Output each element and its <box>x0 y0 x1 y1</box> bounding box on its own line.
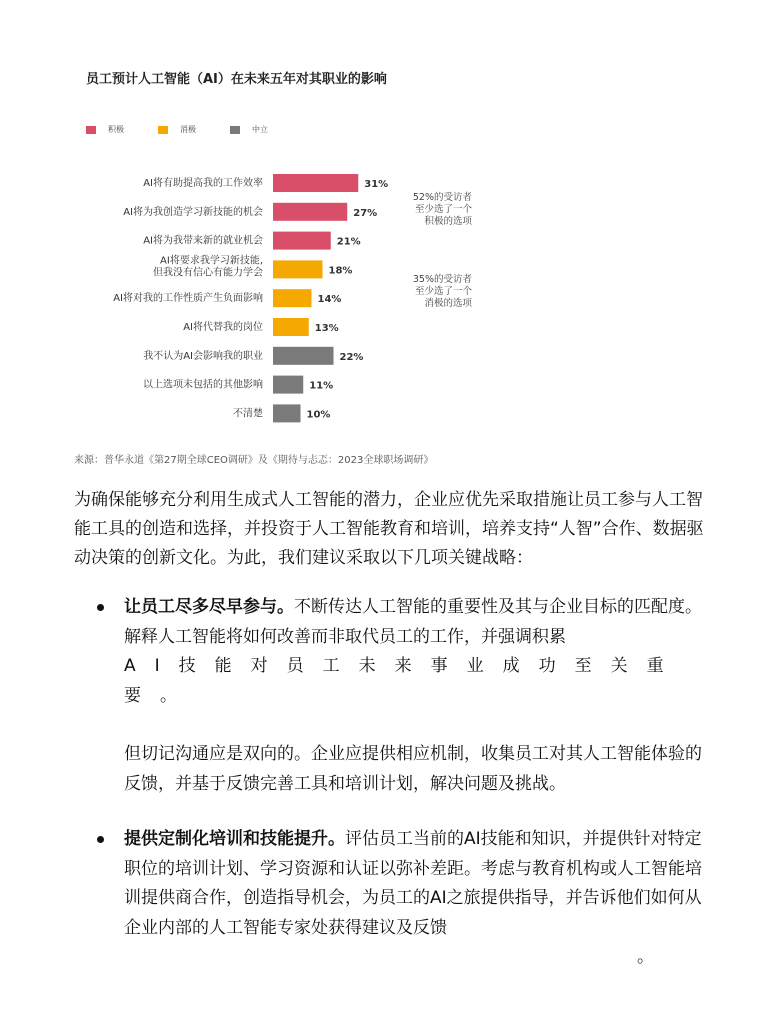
strategy-text-end: 。 <box>637 947 654 967</box>
chart-title: 员工预计人工智能（AI）在未来五年对其职业的影响 <box>86 72 387 87</box>
legend-negative <box>158 124 196 135</box>
bar-value-label-6: 22% <box>339 351 364 363</box>
category-label-4: AI将对我的工作性质产生负面影响 <box>113 293 263 305</box>
bullet-dot <box>97 604 104 611</box>
category-label-0: AI将有助提高我的工作效率 <box>143 178 263 189</box>
category-label-5: AI将代替我的岗位 <box>183 322 263 333</box>
strategy-title: 让员工尽多尽早参与。 <box>124 597 294 617</box>
category-label-7: 以上选项未包括的其他影响 <box>143 379 263 391</box>
category-label-8: 不清楚 <box>233 408 263 420</box>
legend-swatch-negative <box>158 126 168 134</box>
annotation-1-line-2: 消极的选项 <box>424 298 472 309</box>
bar-value-label-4: 14% <box>317 294 342 306</box>
legend-neutral <box>230 124 268 135</box>
category-label-6: 我不认为AI会影响我的职业 <box>143 350 263 362</box>
category-label-3-0: AI将要求我学习新技能, <box>160 255 263 267</box>
strategy-text-spread: AI技能对员工未来事业成功至关重要。 <box>124 656 683 706</box>
annotation-0-line-2: 积极的选项 <box>424 216 472 227</box>
bar-value-label-3: 18% <box>328 265 353 277</box>
annotation-0-line-1: 至少选了一个 <box>414 204 472 215</box>
legend-label-neutral: 中立 <box>252 125 268 134</box>
chart-source: 来源：普华永道《第27期全球CEO调研》及《期待与忐忑：2023全球职场调研》 <box>74 455 434 466</box>
bar-2 <box>273 232 331 250</box>
bar-value-label-7: 11% <box>309 380 334 392</box>
bar-8 <box>273 404 301 422</box>
bar-value-label-0: 31% <box>364 179 389 190</box>
bar-3 <box>273 260 323 278</box>
annotation-0-line-0: 52%的受访者 <box>412 192 472 203</box>
chart-legend <box>86 124 302 135</box>
legend-positive <box>86 124 124 135</box>
bar-1 <box>273 203 347 221</box>
bar-value-label-2: 21% <box>336 236 361 248</box>
bar-5 <box>273 318 309 336</box>
bullet-dot <box>97 836 104 843</box>
category-label-3-1: 但我没有信心有能力学会 <box>153 267 263 279</box>
bar-7 <box>273 376 303 394</box>
legend-swatch-positive <box>86 126 96 134</box>
annotation-1-line-1: 至少选了一个 <box>414 286 472 297</box>
strategy-list <box>96 593 716 973</box>
bar-value-label-8: 10% <box>306 409 331 421</box>
strategy-text: 不断传达人工智能的重要性及其与企业目标的匹配度。解释人工智能将如何改善而非取代员工的工作，并强调积累 <box>124 597 702 647</box>
strategy-item-training <box>96 825 716 973</box>
bar-value-label-5: 13% <box>314 323 339 334</box>
annotation-1-line-0: 35%的受访者 <box>412 274 472 285</box>
legend-swatch-neutral <box>230 126 240 134</box>
category-label-2: AI将为我带来新的就业机会 <box>143 235 263 247</box>
legend-label-negative: 消极 <box>180 125 196 134</box>
bar-value-label-1: 27% <box>353 207 378 219</box>
strategy-text: 评估员工当前的AI技能和知识，并提供针对特定职位的培训计划、学习资源和认证以弥补差距。考虑与教育机构或人工智能培训提供商合作，创造指导机会，为员工的AI之旅提供指导，并告诉他们如何从企业内部的人工智能专家处获得建议及反馈 <box>124 829 702 938</box>
bar-4 <box>273 289 312 307</box>
bar-6 <box>273 347 334 365</box>
category-label-1: AI将为我创造学习新技能的机会 <box>123 206 263 218</box>
intro-paragraph: 为确保能够充分利用生成式人工智能的潜力，企业应优先采取措施让员工参与人工智能工具的创造和选择，并投资于人工智能教育和培训，培养支持“人智”合作、数据驱动决策的创新文化。为此，我们建议采取以下几项关键战略： <box>74 490 704 568</box>
bar-0 <box>273 174 358 192</box>
legend-label-positive: 积极 <box>108 125 124 134</box>
strategy-title: 提供定制化培训和技能提升。 <box>124 829 345 849</box>
strategy-text-feedback: 但切记沟通应是双向的。企业应提供相应机制，收集员工对其人工智能体验的反馈，并基于反馈完善工具和培训计划，解决问题及挑战。 <box>124 744 702 794</box>
strategy-item-engage <box>96 593 716 799</box>
bar-chart <box>0 160 780 430</box>
